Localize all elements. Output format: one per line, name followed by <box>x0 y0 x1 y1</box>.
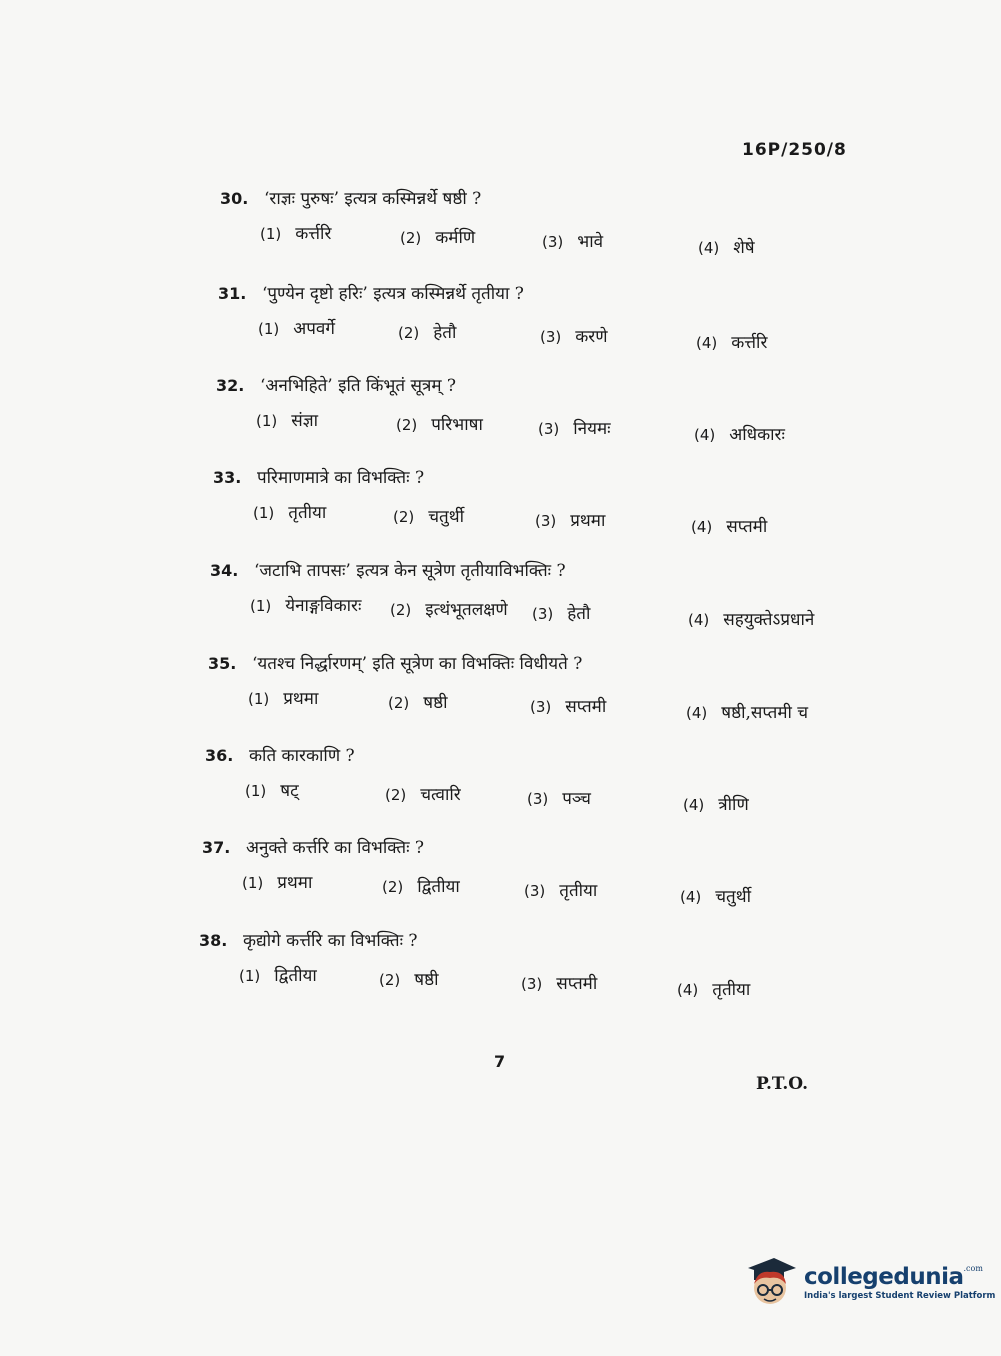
option-text: चत्वारि <box>420 785 461 805</box>
question-7 <box>205 743 905 818</box>
question-text: परिमाणमात्रे का विभक्तिः ? <box>257 468 425 488</box>
question-line <box>220 186 920 209</box>
options-row <box>220 221 920 261</box>
option-3 <box>532 601 590 624</box>
option-number: (4) <box>686 704 708 722</box>
option-number: (1) <box>260 225 282 243</box>
option-number: (1) <box>250 597 272 615</box>
option-number: (1) <box>242 874 264 892</box>
option-number: (1) <box>248 690 270 708</box>
question-line <box>216 373 916 396</box>
option-2 <box>379 967 439 990</box>
option-text: षष्ठी <box>423 693 448 713</box>
option-number: (1) <box>256 412 278 430</box>
option-number: (1) <box>258 320 280 338</box>
question-number: 38. <box>199 931 228 950</box>
options-row <box>210 593 910 633</box>
question-text: ‘राज्ञः पुरुषः’ इत्यत्र कस्मिन्नर्थे षष्ठी ? <box>264 189 482 209</box>
option-text: तृतीया <box>559 881 598 901</box>
options-row <box>199 963 899 1003</box>
option-number: (2) <box>398 324 420 342</box>
question-text: कृद्योगे कर्त्तरि का विभक्तिः ? <box>243 931 418 951</box>
option-1 <box>258 316 335 339</box>
option-3 <box>535 508 605 531</box>
option-text: भावे <box>577 232 604 252</box>
option-number: (3) <box>524 882 546 900</box>
option-number: (2) <box>382 878 404 896</box>
option-2 <box>396 412 483 435</box>
question-number: 35. <box>208 654 237 673</box>
option-2 <box>388 690 448 713</box>
option-4 <box>686 700 808 723</box>
option-4 <box>688 607 814 630</box>
option-2 <box>393 504 464 527</box>
pto-label: P.T.O. <box>756 1074 808 1094</box>
question-line <box>210 558 910 581</box>
option-text: सप्तमी <box>726 517 768 537</box>
option-4 <box>691 514 767 537</box>
option-number: (3) <box>532 605 554 623</box>
options-row <box>213 500 913 540</box>
option-1 <box>242 870 312 893</box>
option-number: (4) <box>696 334 718 352</box>
question-line <box>208 651 908 674</box>
option-text: सहयुक्तेऽप्रधाने <box>723 610 815 630</box>
brand-suffix: .com <box>963 1263 983 1273</box>
option-text: सप्तमी <box>565 697 607 717</box>
question-line <box>202 835 902 858</box>
option-number: (2) <box>388 694 410 712</box>
question-number: 36. <box>205 746 234 765</box>
option-text: अपवर्गे <box>293 319 335 339</box>
option-number: (2) <box>396 416 418 434</box>
option-text: चतुर्थी <box>428 507 465 527</box>
option-4 <box>680 884 751 907</box>
page-number: 7 <box>494 1052 506 1071</box>
question-line <box>213 465 913 488</box>
option-number: (4) <box>680 888 702 906</box>
option-text: करणे <box>575 327 608 347</box>
option-text: षष्ठी,सप्तमी च <box>721 703 809 723</box>
option-3 <box>521 971 597 994</box>
option-number: (2) <box>390 601 412 619</box>
option-text: येनाङ्गविकारः <box>285 596 362 616</box>
question-text: कति कारकाणि ? <box>249 746 355 766</box>
question-text: अनुक्ते कर्त्तरि का विभक्तिः ? <box>246 838 425 858</box>
option-1 <box>253 500 326 523</box>
option-number: (4) <box>688 611 710 629</box>
collegedunia-watermark <box>744 1254 995 1310</box>
option-number: (2) <box>379 971 401 989</box>
option-number: (2) <box>385 786 407 804</box>
option-text: संज्ञा <box>291 411 319 431</box>
option-3 <box>527 786 591 809</box>
option-4 <box>698 235 755 258</box>
option-text: षष्ठी <box>414 970 439 990</box>
option-number: (4) <box>691 518 713 536</box>
paper-code: 16P/250/8 <box>742 140 847 160</box>
question-number: 37. <box>202 838 231 857</box>
option-text: हेतौ <box>567 604 591 624</box>
question-5 <box>210 558 910 633</box>
options-row <box>205 778 905 818</box>
option-text: नियमः <box>573 419 611 439</box>
option-number: (3) <box>535 512 557 530</box>
option-text: द्वितीया <box>417 877 460 897</box>
question-1 <box>220 186 920 261</box>
option-1 <box>239 963 317 986</box>
option-text: सप्तमी <box>556 974 598 994</box>
brand-name: collegedunia <box>804 1263 964 1290</box>
option-2 <box>398 320 456 343</box>
question-text: ‘यतश्च निर्द्धारणम्’ इति सूत्रेण का विभक्तिः विधीयते ? <box>252 654 583 674</box>
option-1 <box>248 686 318 709</box>
option-number: (3) <box>521 975 543 993</box>
options-row <box>202 870 902 910</box>
option-4 <box>696 330 767 353</box>
option-text: हेतौ <box>433 323 457 343</box>
question-4 <box>213 465 913 540</box>
option-number: (3) <box>527 790 549 808</box>
mascot-logo-icon <box>744 1254 798 1310</box>
option-number: (4) <box>698 239 720 257</box>
option-number: (1) <box>245 782 267 800</box>
option-1 <box>250 593 361 616</box>
option-text: शेषे <box>733 238 755 258</box>
option-text: त्रीणि <box>718 795 749 815</box>
question-6 <box>208 651 908 726</box>
option-text: कर्त्तरि <box>295 224 332 244</box>
option-number: (3) <box>540 328 562 346</box>
option-text: कर्त्तरि <box>731 333 768 353</box>
option-number: (4) <box>683 796 705 814</box>
option-2 <box>385 782 461 805</box>
brand-tagline: India's largest Student Review Platform <box>804 1290 996 1301</box>
question-number: 30. <box>220 189 249 208</box>
option-text: प्रथमा <box>570 511 606 531</box>
question-number: 31. <box>218 284 247 303</box>
question-text: ‘पुण्येन दृष्टो हरिः’ इत्यत्र कस्मिन्नर्थे तृतीया ? <box>262 284 524 304</box>
option-text: कर्मणि <box>435 228 476 248</box>
question-line <box>199 928 899 951</box>
question-3 <box>216 373 916 448</box>
option-number: (3) <box>538 420 560 438</box>
option-1 <box>256 408 318 431</box>
option-text: तृतीया <box>712 980 751 1000</box>
option-3 <box>530 694 606 717</box>
option-2 <box>390 597 508 620</box>
question-line <box>205 743 905 766</box>
option-number: (1) <box>239 967 261 985</box>
option-text: षट् <box>280 781 299 801</box>
question-2 <box>218 281 918 356</box>
option-1 <box>245 778 299 801</box>
option-text: द्वितीया <box>274 966 317 986</box>
options-row <box>216 408 916 448</box>
question-number: 32. <box>216 376 245 395</box>
option-number: (4) <box>694 426 716 444</box>
option-1 <box>260 221 331 244</box>
option-number: (4) <box>677 981 699 999</box>
question-line <box>218 281 918 304</box>
option-text: पञ्च <box>562 789 591 809</box>
option-3 <box>538 416 611 439</box>
option-number: (2) <box>393 508 415 526</box>
options-row <box>208 686 908 726</box>
option-3 <box>524 878 597 901</box>
question-number: 33. <box>213 468 242 487</box>
option-3 <box>542 229 603 252</box>
option-number: (1) <box>253 504 275 522</box>
option-text: प्रथमा <box>277 873 313 893</box>
question-9 <box>199 928 899 1003</box>
option-text: प्रथमा <box>283 689 319 709</box>
option-number: (3) <box>530 698 552 716</box>
option-number: (2) <box>400 229 422 247</box>
option-4 <box>694 422 785 445</box>
option-number: (3) <box>542 233 564 251</box>
options-row <box>218 316 918 356</box>
option-text: अधिकारः <box>729 425 785 445</box>
option-2 <box>400 225 475 248</box>
option-3 <box>540 324 608 347</box>
option-text: इत्थंभूतलक्षणे <box>425 600 508 620</box>
option-text: चतुर्थी <box>715 887 752 907</box>
option-text: परिभाषा <box>431 415 483 435</box>
question-text: ‘जटाभि तापसः’ इत्यत्र केन सूत्रेण तृतीयाविभक्तिः ? <box>254 561 566 581</box>
question-text: ‘अनभिहिते’ इति किंभूतं सूत्रम् ? <box>260 376 457 396</box>
option-2 <box>382 874 460 897</box>
question-8 <box>202 835 902 910</box>
option-text: तृतीया <box>288 503 327 523</box>
option-4 <box>677 977 750 1000</box>
option-4 <box>683 792 749 815</box>
question-number: 34. <box>210 561 239 580</box>
